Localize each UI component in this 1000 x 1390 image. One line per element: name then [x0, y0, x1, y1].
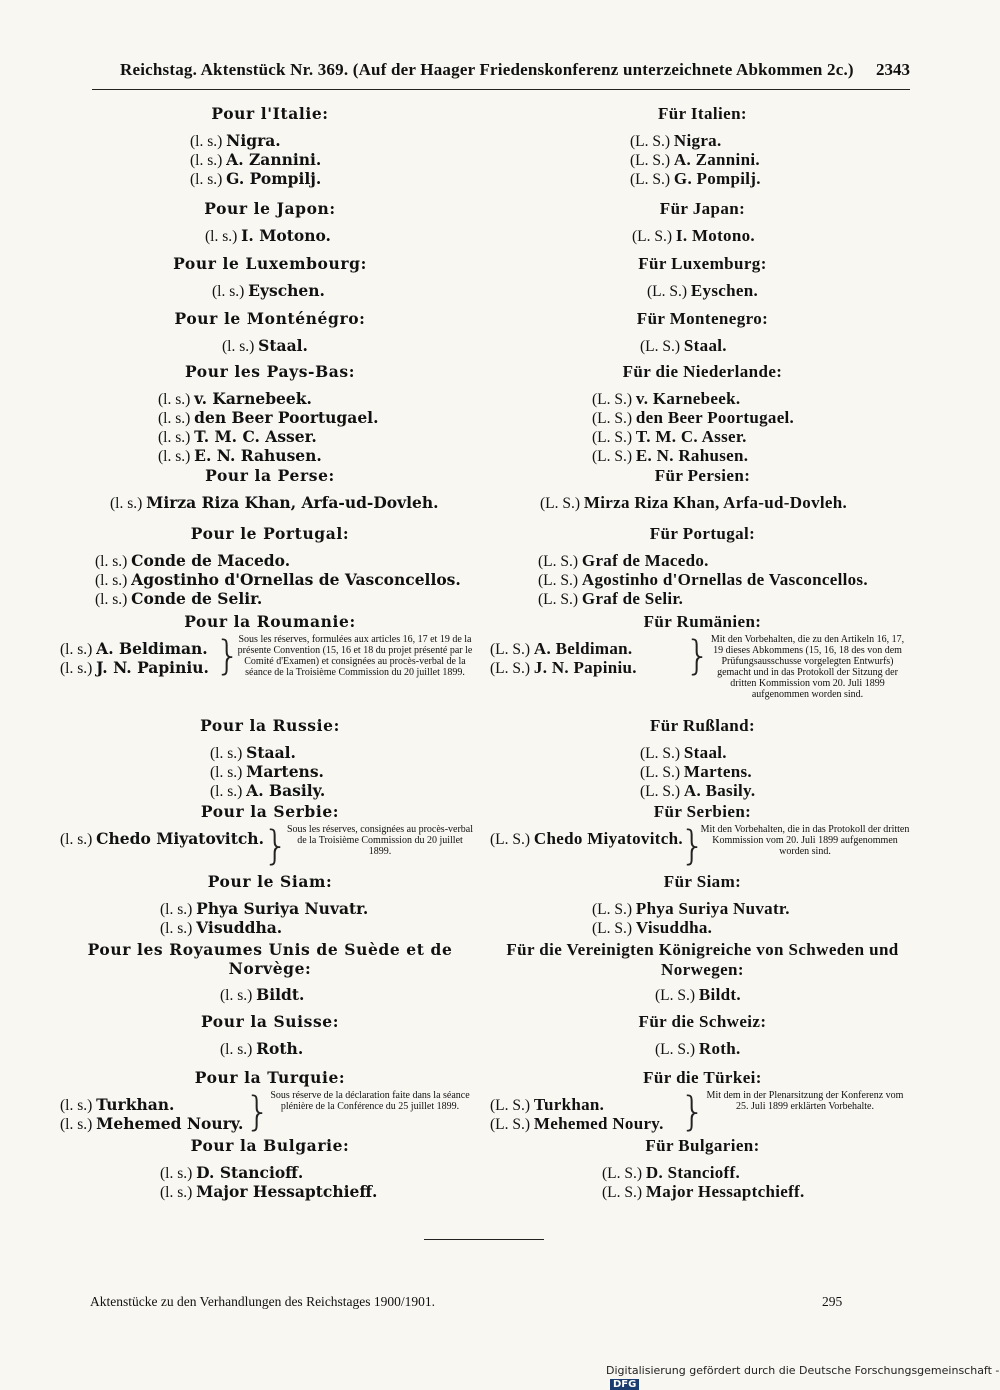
signer-list	[158, 390, 378, 466]
signer-row	[60, 640, 209, 659]
signer-name: D. Stancioff.	[645, 1163, 741, 1182]
brace-glyph: }	[215, 633, 241, 679]
signer-list	[632, 227, 755, 246]
seal-mark: (L. S.)	[538, 572, 582, 589]
country-heading: Für die Türkei:	[643, 1068, 762, 1087]
country-block-fur-montenegro	[490, 309, 915, 355]
signer-list	[210, 744, 325, 801]
signer-name: A. Beldiman.	[533, 639, 633, 658]
seal-mark: (L. S.)	[630, 133, 674, 150]
signer-list	[640, 744, 755, 801]
country-heading: Für Montenegro:	[636, 309, 769, 328]
signer-row	[592, 428, 794, 447]
signer-name: Mehemed Noury.	[533, 1114, 664, 1133]
signer-row	[95, 571, 461, 590]
country-heading: Pour le Siam:	[207, 872, 333, 891]
reservation-note: Sous réserve de la déclaration faite dans la séance plénière de la Conférence du 25 juillet 1899.	[270, 1090, 470, 1112]
seal-mark: (l. s.)	[158, 429, 195, 446]
signer-row	[212, 282, 325, 301]
seal-mark: (l. s.)	[160, 1184, 197, 1201]
country-heading: Pour la Perse:	[205, 466, 335, 485]
signer-name: Agostinho d'Ornellas de Vasconcellos.	[131, 570, 461, 589]
signer-name: Agostinho d'Ornellas de Vasconcellos.	[581, 570, 868, 589]
seal-mark: (L. S.)	[490, 1097, 534, 1114]
seal-mark: (l. s.)	[210, 745, 247, 762]
signer-row	[158, 409, 378, 428]
signer-row	[190, 132, 321, 151]
country-block-pour-les-pays-bas	[55, 362, 485, 465]
signer-row	[220, 986, 304, 1005]
signer-name: Turkhan.	[96, 1095, 175, 1114]
seal-mark: (l. s.)	[190, 152, 227, 169]
signer-list	[60, 830, 264, 849]
country-heading: Pour la Serbie:	[200, 802, 340, 821]
country-block-fur-persien	[490, 466, 915, 512]
seal-mark: (l. s.)	[205, 228, 242, 245]
signer-name: den Beer Poortugael.	[194, 408, 379, 427]
digitization-credit	[606, 1364, 1000, 1390]
country-block-pour-le-montenegro	[55, 309, 485, 355]
signer-row	[210, 744, 325, 763]
country-heading: Pour l'Italie:	[211, 104, 329, 123]
signer-row	[630, 170, 761, 189]
country-heading: Für Siam:	[663, 872, 742, 891]
seal-mark: (l. s.)	[212, 283, 249, 300]
signer-row	[160, 919, 368, 938]
signer-list	[490, 640, 637, 678]
seal-mark: (L. S.)	[592, 391, 636, 408]
seal-mark: (L. S.)	[640, 338, 684, 355]
country-heading: Für die Niederlande:	[622, 362, 783, 381]
signer-list	[205, 227, 331, 246]
signer-name: Staal.	[683, 336, 727, 355]
brace-glyph: }	[680, 823, 706, 869]
page-header	[92, 58, 910, 88]
reservation-note: Mit den Vorbehalten, die zu den Artikeln 16, 17, 19 dieses Abkommens (15, 16, 18 des von dem Prüfungsausschusse vorgelegten Entwurfs) gemacht und in das Protokoll der Sitzung der dritten Kommission vom 20. Juli 1899 aufgenommen worden sind.	[710, 634, 905, 700]
signer-row	[210, 763, 325, 782]
signer-name: Mirza Riza Khan, Arfa-ud-Dovleh.	[146, 493, 439, 512]
seal-mark: (l. s.)	[158, 391, 195, 408]
signer-name: A. Basily.	[246, 781, 326, 800]
signer-row	[205, 227, 331, 246]
seal-mark: (L. S.)	[630, 171, 674, 188]
signer-name: Visuddha.	[635, 918, 713, 937]
signer-list	[602, 1164, 805, 1202]
signer-row	[190, 151, 321, 170]
signer-name: den Beer Poortugael.	[635, 408, 795, 427]
country-block-pour-le-luxembourg	[55, 254, 485, 300]
signer-row	[60, 659, 209, 678]
reservation-note: Sous les réserves, consignées au procès-verbal de la Troisième Commission du 20 juillet 1899.	[286, 824, 474, 857]
signer-name: Major Hessaptchieff.	[196, 1182, 378, 1201]
signer-name: Visuddha.	[196, 918, 283, 937]
seal-mark: (L. S.)	[630, 152, 674, 169]
country-heading: Pour la Turquie:	[194, 1068, 346, 1087]
signer-row	[210, 782, 325, 801]
seal-mark: (L. S.)	[592, 901, 636, 918]
signer-list	[95, 552, 461, 609]
signer-list	[220, 986, 304, 1005]
footer-rule	[424, 1239, 544, 1240]
country-block-pour-la-bulgarie	[55, 1136, 485, 1201]
country-heading: Pour le Monténégro:	[174, 309, 366, 328]
reservation-note: Sous les réserves, formulées aux articles 16, 17 et 19 de la présente Convention (15, 16 et 18 du projet présenté par le Comité d'Examen) et consignées au procès-verbal de la séance de la Troisième Commission du 20 juillet 1899.	[237, 634, 473, 678]
seal-mark: (l. s.)	[210, 764, 247, 781]
signer-row	[538, 590, 868, 609]
signer-name: I. Motono.	[241, 226, 331, 245]
signer-name: v. Karnebeek.	[194, 389, 312, 408]
signer-row	[640, 337, 727, 356]
signer-row	[592, 447, 794, 466]
signer-name: v. Karnebeek.	[635, 389, 741, 408]
signer-name: Turkhan.	[533, 1095, 605, 1114]
signer-row	[538, 552, 868, 571]
brace-glyph: }	[245, 1089, 271, 1135]
signer-name: Martens.	[246, 762, 324, 781]
signer-row	[640, 744, 755, 763]
country-heading: Für Bulgarien:	[645, 1136, 760, 1155]
signer-row	[222, 337, 308, 356]
signer-name: Chedo Miyatovitch.	[533, 829, 683, 848]
signer-row	[158, 428, 378, 447]
country-block-pour-la-roumanie	[55, 612, 485, 679]
signer-list	[110, 494, 439, 513]
country-block-pour-le-siam	[55, 872, 485, 937]
signer-name: E. N. Rahusen.	[635, 446, 749, 465]
footer-text: Aktenstücke zu den Verhandlungen des Reichstages 1900/1901.	[90, 1294, 436, 1309]
signer-list	[655, 986, 741, 1005]
signer-name: A. Beldiman.	[96, 639, 208, 658]
seal-mark: (L. S.)	[592, 429, 636, 446]
seal-mark: (L. S.)	[538, 553, 582, 570]
signer-name: Graf de Selir.	[581, 589, 684, 608]
signer-row	[110, 494, 439, 513]
signer-list	[538, 552, 868, 609]
signer-name: A. Zannini.	[673, 150, 760, 169]
signer-row	[490, 1115, 664, 1134]
seal-mark: (L. S.)	[655, 1041, 699, 1058]
country-block-pour-les-royaumes-unis-de-suede-et-de-norvege	[55, 940, 485, 1004]
signer-name: Eyschen.	[248, 281, 325, 300]
signer-list	[60, 1096, 243, 1134]
signer-row	[655, 986, 741, 1005]
signer-row	[655, 1040, 741, 1059]
signer-row	[60, 830, 264, 849]
seal-mark: (l. s.)	[210, 783, 247, 800]
signer-row	[632, 227, 755, 246]
country-block-fur-bulgarien	[490, 1136, 915, 1201]
signer-row	[190, 170, 321, 189]
country-block-pour-la-serbie	[55, 802, 485, 869]
signer-row	[158, 390, 378, 409]
country-block-pour-la-perse	[55, 466, 485, 512]
signer-list	[655, 1040, 741, 1059]
seal-mark: (l. s.)	[158, 448, 195, 465]
signer-row	[160, 1164, 377, 1183]
signer-name: Conde de Selir.	[131, 589, 263, 608]
signer-row	[160, 1183, 377, 1202]
signer-list	[490, 830, 683, 849]
country-block-pour-la-turquie	[55, 1068, 485, 1135]
country-block-pour-la-russie	[55, 716, 485, 800]
signer-name: Roth.	[698, 1039, 741, 1058]
country-block-fur-die-vereinigten-konigreiche-von-schweden-und-norwegen	[490, 940, 915, 1004]
country-block-fur-portugal	[490, 524, 915, 608]
signer-row	[540, 494, 847, 513]
country-heading: Für die Schweiz:	[638, 1012, 767, 1031]
signer-name: Mirza Riza Khan, Arfa-ud-Dovleh.	[583, 493, 848, 512]
seal-mark: (L. S.)	[490, 1116, 534, 1133]
seal-mark: (l. s.)	[222, 338, 259, 355]
signer-name: Roth.	[256, 1039, 304, 1058]
signer-list	[60, 640, 209, 678]
signer-list	[160, 1164, 377, 1202]
signer-name: A. Basily.	[683, 781, 756, 800]
seal-mark: (L. S.)	[632, 228, 676, 245]
brace-glyph: }	[685, 633, 711, 679]
seal-mark: (L. S.)	[655, 987, 699, 1004]
signer-row	[60, 1096, 243, 1115]
signer-row	[592, 919, 790, 938]
signer-name: Staal.	[246, 743, 296, 762]
seal-mark: (l. s.)	[60, 831, 97, 848]
signer-name: Graf de Macedo.	[581, 551, 709, 570]
header-rule	[92, 89, 910, 90]
signer-row	[538, 571, 868, 590]
footer-number: 295	[822, 1294, 843, 1309]
seal-mark: (l. s.)	[160, 920, 197, 937]
country-heading: Für Italien:	[657, 104, 747, 123]
seal-mark: (L. S.)	[490, 831, 534, 848]
country-heading: Für Portugal:	[649, 524, 756, 543]
seal-mark: (l. s.)	[190, 133, 227, 150]
signer-name: Nigra.	[673, 131, 722, 150]
signer-row	[602, 1164, 805, 1183]
country-heading: Für Rumänien:	[643, 612, 762, 631]
signer-row	[60, 1115, 243, 1134]
seal-mark: (L. S.)	[538, 591, 582, 608]
signer-row	[592, 900, 790, 919]
seal-mark: (L. S.)	[490, 641, 534, 658]
seal-mark: (L. S.)	[490, 660, 534, 677]
signer-name: T. M. C. Asser.	[635, 427, 747, 446]
signer-name: Major Hessaptchieff.	[645, 1182, 805, 1201]
signer-row	[630, 151, 761, 170]
signer-name: Mehemed Noury.	[96, 1114, 244, 1133]
seal-mark: (l. s.)	[60, 1097, 97, 1114]
country-block-fur-japan	[490, 199, 915, 245]
seal-mark: (l. s.)	[110, 495, 147, 512]
signer-name: Staal.	[258, 336, 308, 355]
seal-mark: (l. s.)	[220, 1041, 257, 1058]
signer-list	[212, 282, 325, 301]
seal-mark: (l. s.)	[60, 1116, 97, 1133]
country-heading: Für Rußland:	[649, 716, 756, 735]
signer-name: T. M. C. Asser.	[194, 427, 317, 446]
signer-name: G. Pompilj.	[226, 169, 322, 188]
country-heading: Pour les Royaumes Unis de Suède et de Norvège:	[87, 940, 453, 978]
country-heading: Für Serbien:	[653, 802, 752, 821]
country-heading: Pour la Roumanie:	[184, 612, 356, 631]
signer-list	[540, 494, 847, 513]
signer-row	[490, 1096, 664, 1115]
country-heading: Für Persien:	[654, 466, 751, 485]
signer-list	[630, 132, 761, 189]
seal-mark: (L. S.)	[647, 283, 691, 300]
signer-list	[592, 390, 794, 466]
signer-name: Phya Suriya Nuvatr.	[196, 899, 369, 918]
signer-name: Phya Suriya Nuvatr.	[635, 899, 790, 918]
signer-name: Martens.	[683, 762, 752, 781]
country-block-fur-ru-land	[490, 716, 915, 800]
country-block-pour-la-suisse	[55, 1012, 485, 1058]
seal-mark: (l. s.)	[158, 410, 195, 427]
country-heading: Pour le Japon:	[204, 199, 336, 218]
signer-row	[592, 409, 794, 428]
signer-name: Conde de Macedo.	[131, 551, 291, 570]
seal-mark: (L. S.)	[592, 448, 636, 465]
country-heading: Pour les Pays-Bas:	[184, 362, 356, 381]
signer-row	[490, 830, 683, 849]
brace-glyph: }	[680, 1089, 706, 1135]
signer-list	[592, 900, 790, 938]
signer-name: Staal.	[683, 743, 727, 762]
signer-name: J. N. Papiniu.	[533, 658, 637, 677]
seal-mark: (l. s.)	[95, 572, 132, 589]
country-heading: Pour la Bulgarie:	[190, 1136, 350, 1155]
seal-mark: (L. S.)	[592, 410, 636, 427]
country-heading: Für Japan:	[659, 199, 746, 218]
seal-mark: (L. S.)	[640, 783, 684, 800]
country-block-fur-siam	[490, 872, 915, 937]
signer-list	[647, 282, 758, 301]
country-heading: Pour la Russie:	[200, 716, 340, 735]
signer-name: Chedo Miyatovitch.	[96, 829, 264, 848]
seal-mark: (l. s.)	[160, 1165, 197, 1182]
seal-mark: (l. s.)	[160, 901, 197, 918]
country-heading: Für Luxemburg:	[638, 254, 767, 273]
signer-row	[640, 763, 755, 782]
running-header: Reichstag. Aktenstück Nr. 369. (Auf der Haager Friedenskonferenz unterzeichnete Abkommen 2c.)	[120, 60, 854, 79]
seal-mark: (l. s.)	[220, 987, 257, 1004]
dfg-logo: DFG	[610, 1379, 639, 1390]
signer-name: G. Pompilj.	[673, 169, 761, 188]
signer-name: I. Motono.	[675, 226, 755, 245]
country-heading: Pour le Portugal:	[190, 524, 350, 543]
country-block-pour-le-portugal	[55, 524, 485, 608]
reservation-note: Mit den Vorbehalten, die in das Protokoll der dritten Kommission vom 20. Juli 1899 aufgenommen worden sind.	[700, 824, 910, 857]
country-block-fur-luxemburg	[490, 254, 915, 300]
signer-row	[490, 659, 637, 678]
country-block-fur-die-turkei	[490, 1068, 915, 1135]
signer-list	[640, 337, 727, 356]
country-block-fur-serbien	[490, 802, 915, 869]
country-block-fur-die-schweiz	[490, 1012, 915, 1058]
signer-list	[160, 900, 368, 938]
seal-mark: (L. S.)	[592, 920, 636, 937]
seal-mark: (L. S.)	[602, 1184, 646, 1201]
signer-list	[190, 132, 321, 189]
signer-name: Bildt.	[698, 985, 741, 1004]
signer-list	[220, 1040, 303, 1059]
country-block-fur-die-niederlande	[490, 362, 915, 465]
seal-mark: (l. s.)	[95, 591, 132, 608]
seal-mark: (L. S.)	[640, 745, 684, 762]
seal-mark: (L. S.)	[640, 764, 684, 781]
signer-row	[647, 282, 758, 301]
signer-name: Eyschen.	[690, 281, 759, 300]
country-heading: Pour le Luxembourg:	[173, 254, 367, 273]
seal-mark: (l. s.)	[190, 171, 227, 188]
page-number: 2343	[876, 60, 910, 79]
seal-mark: (L. S.)	[602, 1165, 646, 1182]
signer-row	[95, 552, 461, 571]
signer-row	[640, 782, 755, 801]
country-block-fur-italien	[490, 104, 915, 188]
signer-row	[160, 900, 368, 919]
signer-row	[592, 390, 794, 409]
brace-glyph: }	[263, 823, 289, 869]
country-heading: Für die Vereinigten Königreiche von Schweden und Norwegen:	[506, 940, 899, 979]
country-heading: Pour la Suisse:	[200, 1012, 340, 1031]
signer-name: E. N. Rahusen.	[194, 446, 322, 465]
signer-row	[630, 132, 761, 151]
reservation-note: Mit dem in der Plenarsitzung der Konferenz vom 25. Juli 1899 erklärten Vorbehalte.	[706, 1090, 904, 1112]
signer-list	[222, 337, 308, 356]
signer-row	[95, 590, 461, 609]
signer-name: J. N. Papiniu.	[96, 658, 209, 677]
seal-mark: (l. s.)	[95, 553, 132, 570]
signer-row	[220, 1040, 303, 1059]
country-block-pour-l-italie	[55, 104, 485, 188]
signer-name: Nigra.	[226, 131, 281, 150]
signer-row	[490, 640, 637, 659]
signer-row	[602, 1183, 805, 1202]
seal-mark: (L. S.)	[540, 495, 584, 512]
country-block-fur-rumanien	[490, 612, 915, 700]
signer-row	[158, 447, 378, 466]
seal-mark: (l. s.)	[60, 641, 97, 658]
signer-name: Bildt.	[256, 985, 305, 1004]
seal-mark: (l. s.)	[60, 660, 97, 677]
credit-text: Digitalisierung gefördert durch die Deutsche Forschungsgemeinschaft -	[606, 1364, 1000, 1377]
country-block-pour-le-japon	[55, 199, 485, 245]
signer-name: D. Stancioff.	[196, 1163, 304, 1182]
signer-list	[490, 1096, 664, 1134]
signer-name: A. Zannini.	[226, 150, 322, 169]
